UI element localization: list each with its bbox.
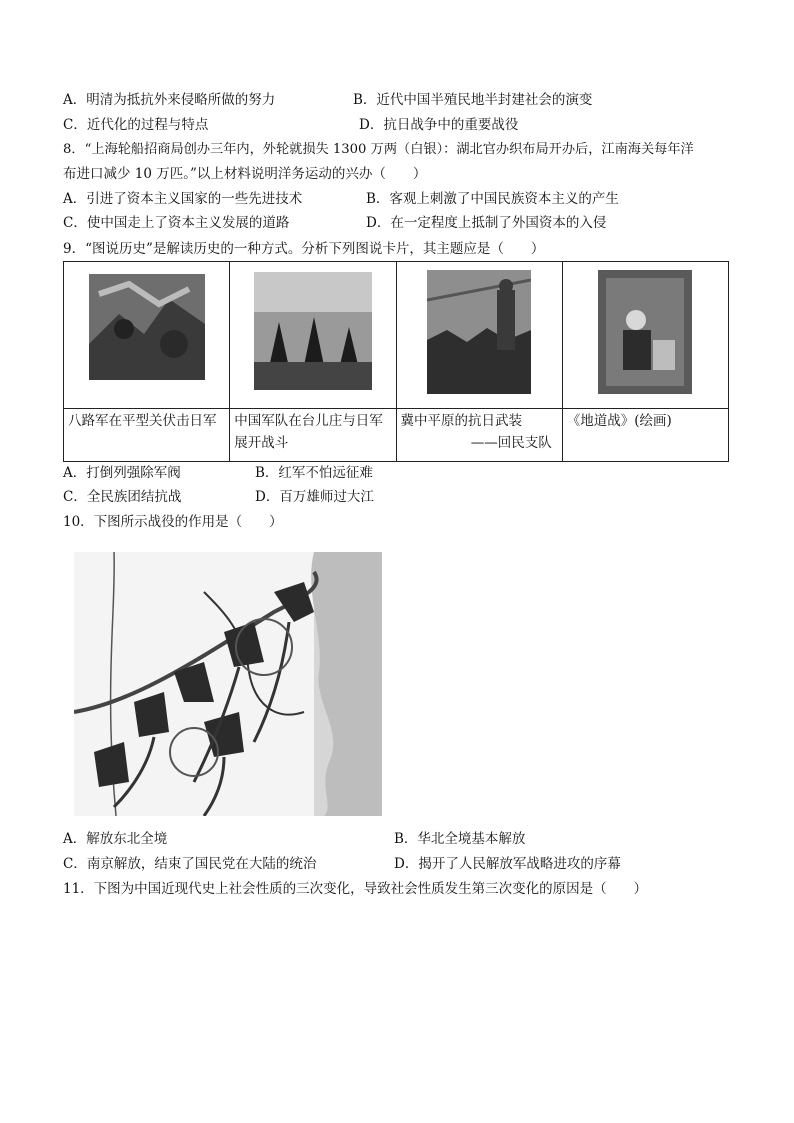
card-2-caption: 中国军队在台儿庄与日军展开战斗 — [230, 409, 396, 462]
q10-options-row1 — [63, 830, 743, 848]
q10-option-c: C．南京解放，结束了国民党在大陆的统治 — [63, 856, 317, 872]
card-3-photo — [427, 270, 531, 394]
card-3-caption-sub: ——回民支队 — [470, 435, 552, 451]
q8-stem-line2: 布进口减少 10 万匹。”以上材料说明洋务运动的兴办（ ） — [63, 166, 427, 182]
q11-stem: 11．下图为中国近现代史上社会性质的三次变化，导致社会性质发生第三次变化的原因是（ ） — [63, 881, 648, 897]
q10-campaign-map — [74, 552, 382, 816]
q9-option-d: D．百万雄师过大江 — [255, 489, 374, 505]
card-2-image-cell — [230, 262, 396, 409]
q8-option-b: B．客观上刺激了中国民族资本主义的产生 — [366, 191, 619, 207]
q8-option-c: C．使中国走上了资本主义发展的道路 — [63, 215, 290, 231]
card-3-caption: 冀中平原的抗日武装 — [400, 413, 522, 429]
q8-options-row2 — [63, 214, 743, 232]
card-1-caption: 八路军在平型关伏击日军 — [64, 409, 230, 462]
q7-option-c: C．近代化的过程与特点 — [63, 117, 209, 133]
q8-option-d: D．在一定程度上抵制了外国资本的入侵 — [366, 215, 607, 231]
card-2-photo — [254, 272, 372, 390]
q10-option-d: D．揭开了人民解放军战略进攻的序幕 — [394, 856, 621, 872]
q9-option-b: B．红军不怕远征难 — [255, 465, 373, 481]
q10-option-a: A．解放东北全境 — [63, 831, 168, 847]
q8-option-a: A．引进了资本主义国家的一些先进技术 — [63, 191, 303, 207]
card-3-image-cell — [396, 262, 562, 409]
card-4-caption: 《地道战》(绘画) — [562, 409, 728, 462]
q7-option-b: B．近代中国半殖民地半封建社会的演变 — [353, 92, 593, 108]
q9-option-c: C．全民族团结抗战 — [63, 489, 182, 505]
q10-option-b: B．华北全境基本解放 — [394, 831, 526, 847]
card-4-painting — [598, 270, 692, 394]
q9-options-row2 — [63, 488, 743, 506]
q8-options-row1 — [63, 190, 743, 208]
q10-options-row2 — [63, 855, 743, 873]
q7-option-a: A．明清为抵抗外来侵略所做的努力 — [63, 92, 276, 108]
q9-option-a: A．打倒列强除军阀 — [63, 465, 181, 481]
q7-option-d: D．抗日战争中的重要战役 — [359, 117, 519, 133]
q8-stem-line1: 8．“上海轮船招商局创办三年内，外轮就损失 1300 万两（白银）：湖北官办织布局开办后，江南海关每年洋 — [63, 142, 694, 157]
q9-stem: 9．“图说历史”是解读历史的一种方式。分析下列图说卡片，其主题应是（ ） — [63, 241, 545, 257]
card-3-caption-cell — [396, 409, 562, 462]
card-1-photo — [89, 274, 205, 380]
q7-options-row1 — [63, 91, 743, 109]
card-1-image-cell — [64, 262, 230, 409]
q9-options-row1 — [63, 464, 743, 482]
card-4-image-cell — [562, 262, 728, 409]
q10-stem: 10．下图所示战役的作用是（ ） — [63, 514, 283, 530]
q7-options-row2 — [63, 116, 743, 134]
q9-picture-cards — [63, 261, 729, 462]
